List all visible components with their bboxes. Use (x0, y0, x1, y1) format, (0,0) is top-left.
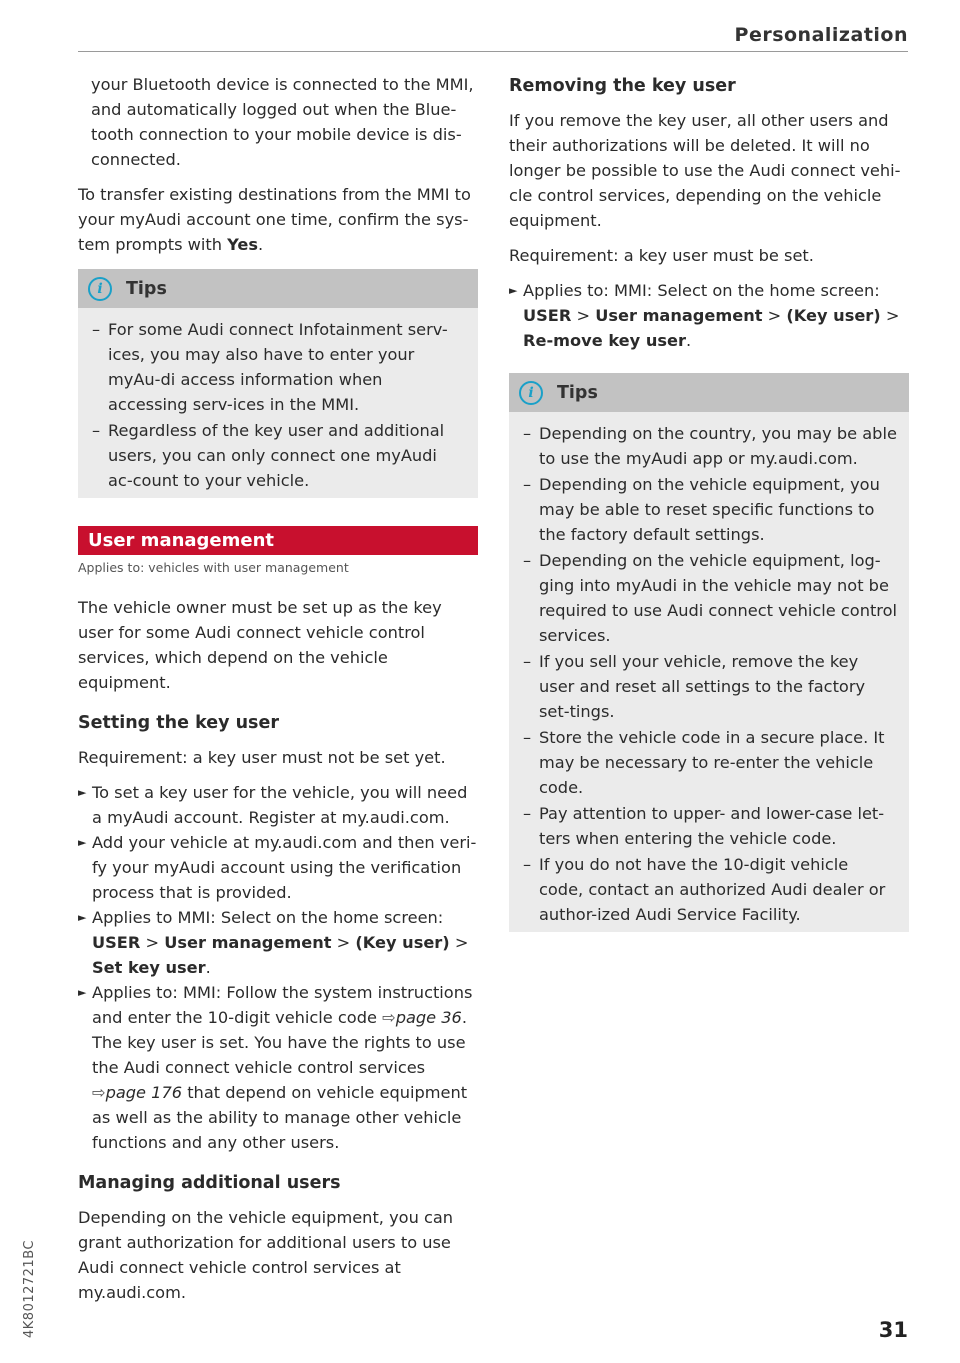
step-item: ► Add your vehicle at my.audi.com and then veri-fy your myAudi account using the verification process that is provided. (78, 830, 478, 905)
tips-box-left (78, 269, 478, 498)
tips-box-right (509, 373, 909, 932)
tip-item: – Pay attention to upper- and lower-case let-ters when entering the vehicle code. (523, 804, 885, 848)
step-item: ► Applies to: MMI: Follow the system instructions and enter the 10-digit vehicle code ⇨page 36. The key user is set. You have the rights to use the Audi connect vehicle control services ⇨page 176 that depend on vehicle equipment as well as the ability to manage other vehicle functions and any other users. (78, 980, 478, 1155)
right-column (509, 72, 909, 946)
document-code: 4K8012721BC (22, 1240, 37, 1338)
tips-label: Tips (126, 278, 167, 299)
step-item: ► To set a key user for the vehicle, you will need a myAudi account. Register at my.audi.com. (78, 780, 478, 830)
page-reference-link: ⇨page 176 (92, 1083, 183, 1102)
tips-list (509, 412, 909, 932)
transfer-paragraph: To transfer existing destinations from the MMI to your myAudi account one time, confirm the sys-tem prompts with Yes. (78, 185, 471, 254)
tip-item: – For some Audi connect Infotainment serv-ices, you may also have to enter your myAu-di access information when accessing serv-ices in the MMI. (92, 320, 448, 414)
heading-setting-key-user: Setting the key user (78, 713, 279, 733)
header-divider (78, 51, 908, 52)
heading-managing-users: Managing additional users (78, 1173, 341, 1193)
page-header-title: Personalization (734, 24, 908, 46)
tip-item: – Regardless of the key user and additional users, you can only connect one myAudi ac-count to your vehicle. (92, 421, 445, 490)
heading-removing-key-user: Removing the key user (509, 76, 736, 96)
removing-paragraph: If you remove the key user, all other users and their authorizations will be deleted. It will no longer be possible to use the Audi connect vehi-cle control services, depending on the vehicle equipment. (509, 111, 901, 230)
tips-list (78, 308, 478, 498)
step-arrow-icon: ► (78, 786, 87, 799)
info-icon: i (519, 381, 543, 405)
step-arrow-icon: ► (78, 986, 87, 999)
tips-label: Tips (557, 382, 598, 403)
tips-header (78, 269, 478, 308)
tip-item: – Depending on the country, you may be able to use the myAudi app or my.audi.com. (523, 424, 897, 468)
step-item: ► Applies to MMI: Select on the home screen: USER > User management > (Key user) > Set key user. (78, 905, 478, 980)
info-icon: i (88, 277, 112, 301)
tip-item: – If you sell your vehicle, remove the key user and reset all settings to the factory set-tings. (523, 652, 866, 721)
intro-paragraph: The vehicle owner must be set up as the key user for some Audi connect vehicle control services, which depend on the vehicle equipment. (78, 598, 442, 692)
tips-header (509, 373, 909, 412)
page-reference-link: ⇨page 36 (382, 1008, 462, 1027)
applies-to-note: Applies to: vehicles with user management (78, 560, 349, 575)
managing-paragraph: Depending on the vehicle equipment, you can grant authorization for additional users to use Audi connect vehicle control services at my.audi.com. (78, 1208, 454, 1302)
requirement-setting: Requirement: a key user must not be set yet. (78, 748, 446, 767)
continued-paragraph: your Bluetooth device is connected to the MMI, and automatically logged out when the Blue-tooth connection to your mobile device is dis-connected. (91, 75, 474, 169)
step-arrow-icon: ► (78, 836, 87, 849)
tip-item: – If you do not have the 10-digit vehicle code, contact an authorized Audi dealer or author-ized Audi Service Facility. (523, 855, 886, 924)
section-title-bar: User management (78, 526, 478, 555)
step-arrow-icon: ► (78, 911, 87, 924)
step-item: ► Applies to: MMI: Select on the home screen: USER > User management > (Key user) > Re-move key user. (509, 278, 909, 353)
left-column (78, 72, 478, 1315)
tip-item: – Depending on the vehicle equipment, log-ging into myAudi in the vehicle may not be required to use Audi connect vehicle control services. (523, 551, 897, 645)
step-arrow-icon: ► (509, 284, 518, 297)
tip-item: – Store the vehicle code in a secure place. It may be necessary to re-enter the vehicle code. (523, 728, 885, 797)
page-number: 31 (878, 1318, 908, 1342)
requirement-removing: Requirement: a key user must be set. (509, 246, 814, 265)
tip-item: – Depending on the vehicle equipment, you may be able to reset specific functions to the factory default settings. (523, 475, 880, 544)
